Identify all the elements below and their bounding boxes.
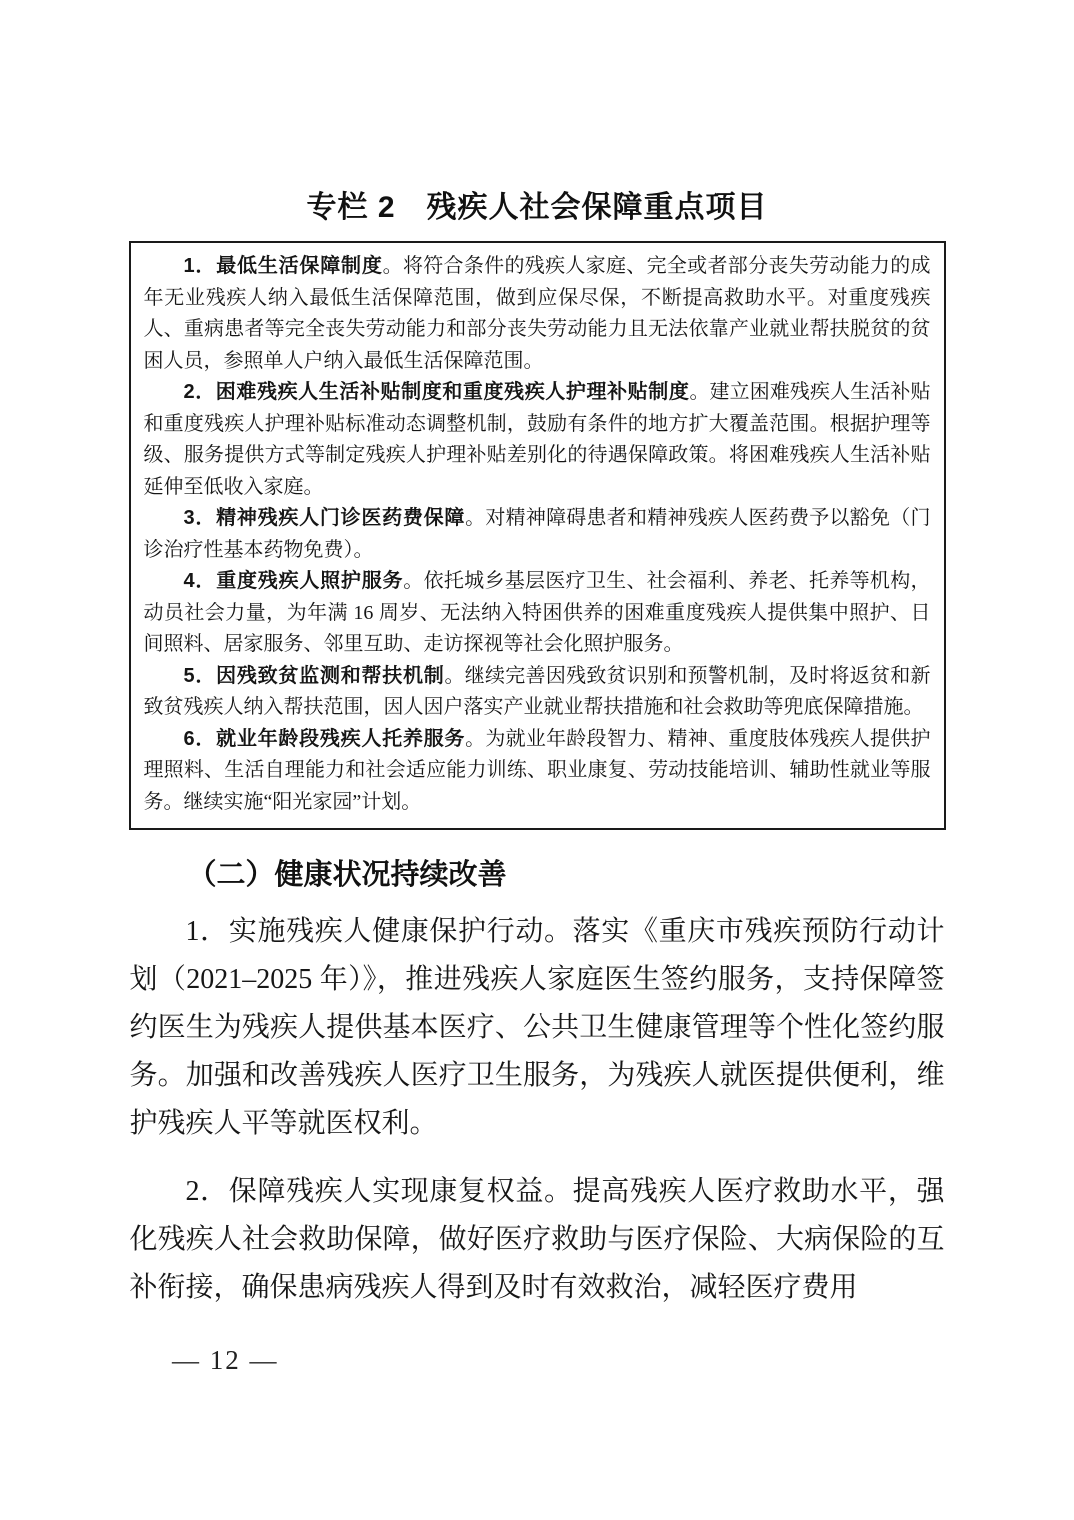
- box-item-3-text: 。对精神障碍患者和精神残疾人医药费予以豁免（门诊治疗性基本药物免费）。: [143, 507, 931, 561]
- section-heading: （二）健康状况持续改善: [187, 859, 507, 891]
- page-number: — 12 —: [172, 1345, 279, 1375]
- box-item-6-lead: 6．就业年龄段残疾人托养服务: [183, 727, 466, 750]
- page-title: 专栏 2 残疾人社会保障重点项目: [306, 191, 768, 224]
- body-paragraph-2: 2．保障残疾人实现康复权益。提高残疾人医疗救助水平，强化残疾人社会救助保障，做好医疗救助与医疗保险、大病保险的互补衔接，确保患病残疾人得到及时有效救治，减轻医疗费用: [129, 1176, 945, 1303]
- box-item-1-text: 。将符合条件的残疾人家庭、完全或者部分丧失劳动能力的成年无业残疾人纳入最低生活保障范围，做到应保尽保，不断提高救助水平。对重度残疾人、重病患者等完全丧失劳动能力和部分丧失劳动能力且无法依靠产业就业帮扶脱贫的贫困人员，参照单人户纳入最低生活保障范围。: [143, 255, 931, 372]
- box-item-1: [144, 251, 931, 377]
- box-item-5-lead: 5．因残致贫监测和帮扶机制: [183, 664, 445, 687]
- box-item-4-lead: 4．重度残疾人照护服务: [183, 570, 404, 592]
- box-item-4: [144, 566, 931, 661]
- box-item-1-lead: 1．最低生活保障制度: [183, 255, 383, 277]
- box-item-6-text: 。为就业年龄段智力、精神、重度肢体残疾人提供护理照料、生活自理能力和社会适应能力训练、职业康复、劳动技能培训、辅助性就业等服务。继续实施“阳光家园”计划。: [143, 727, 931, 813]
- box-item-2-lead: 2．困难残疾人生活补贴制度和重度残疾人护理补贴制度: [183, 381, 690, 403]
- box-item-3-lead: 3．精神残疾人门诊医药费保障: [183, 507, 466, 529]
- box-item-2: [144, 377, 931, 503]
- highlight-box: [129, 241, 946, 830]
- box-item-5-text: 。继续完善因残致贫识别和预警机制，及时将返贫和新致贫残疾人纳入帮扶范围，因人因户落实产业就业帮扶措施和社会救助等兜底保障措施。: [143, 664, 931, 718]
- body-paragraph-1: 1．实施残疾人健康保护行动。落实《重庆市残疾预防行动计划（2021–2025 年）》，推进残疾人家庭医生签约服务，支持保障签约医生为残疾人提供基本医疗、公共卫生健康管理等个性化签约服务。加强和改善残疾人医疗卫生服务，为残疾人就医提供便利，维护残疾人平等就医权利。: [129, 916, 945, 1139]
- box-item-2-text: 。建立困难残疾人生活补贴和重度残疾人护理补贴标准动态调整机制，鼓励有条件的地方扩大覆盖范围。根据护理等级、服务提供方式等制定残疾人护理补贴差别化的待遇保障政策。将困难残疾人生活补贴延伸至低收入家庭。: [143, 381, 931, 498]
- box-item-4-text: 。依托城乡基层医疗卫生、社会福利、养老、托养等机构，动员社会力量，为年满 16 周岁、无法纳入特困供养的困难重度残疾人提供集中照护、日间照料、居家服务、邻里互助、走访探视等社会化照护服务。: [143, 570, 931, 655]
- box-item-6: [144, 724, 931, 819]
- box-item-3: [144, 503, 931, 566]
- box-item-5: [144, 661, 931, 724]
